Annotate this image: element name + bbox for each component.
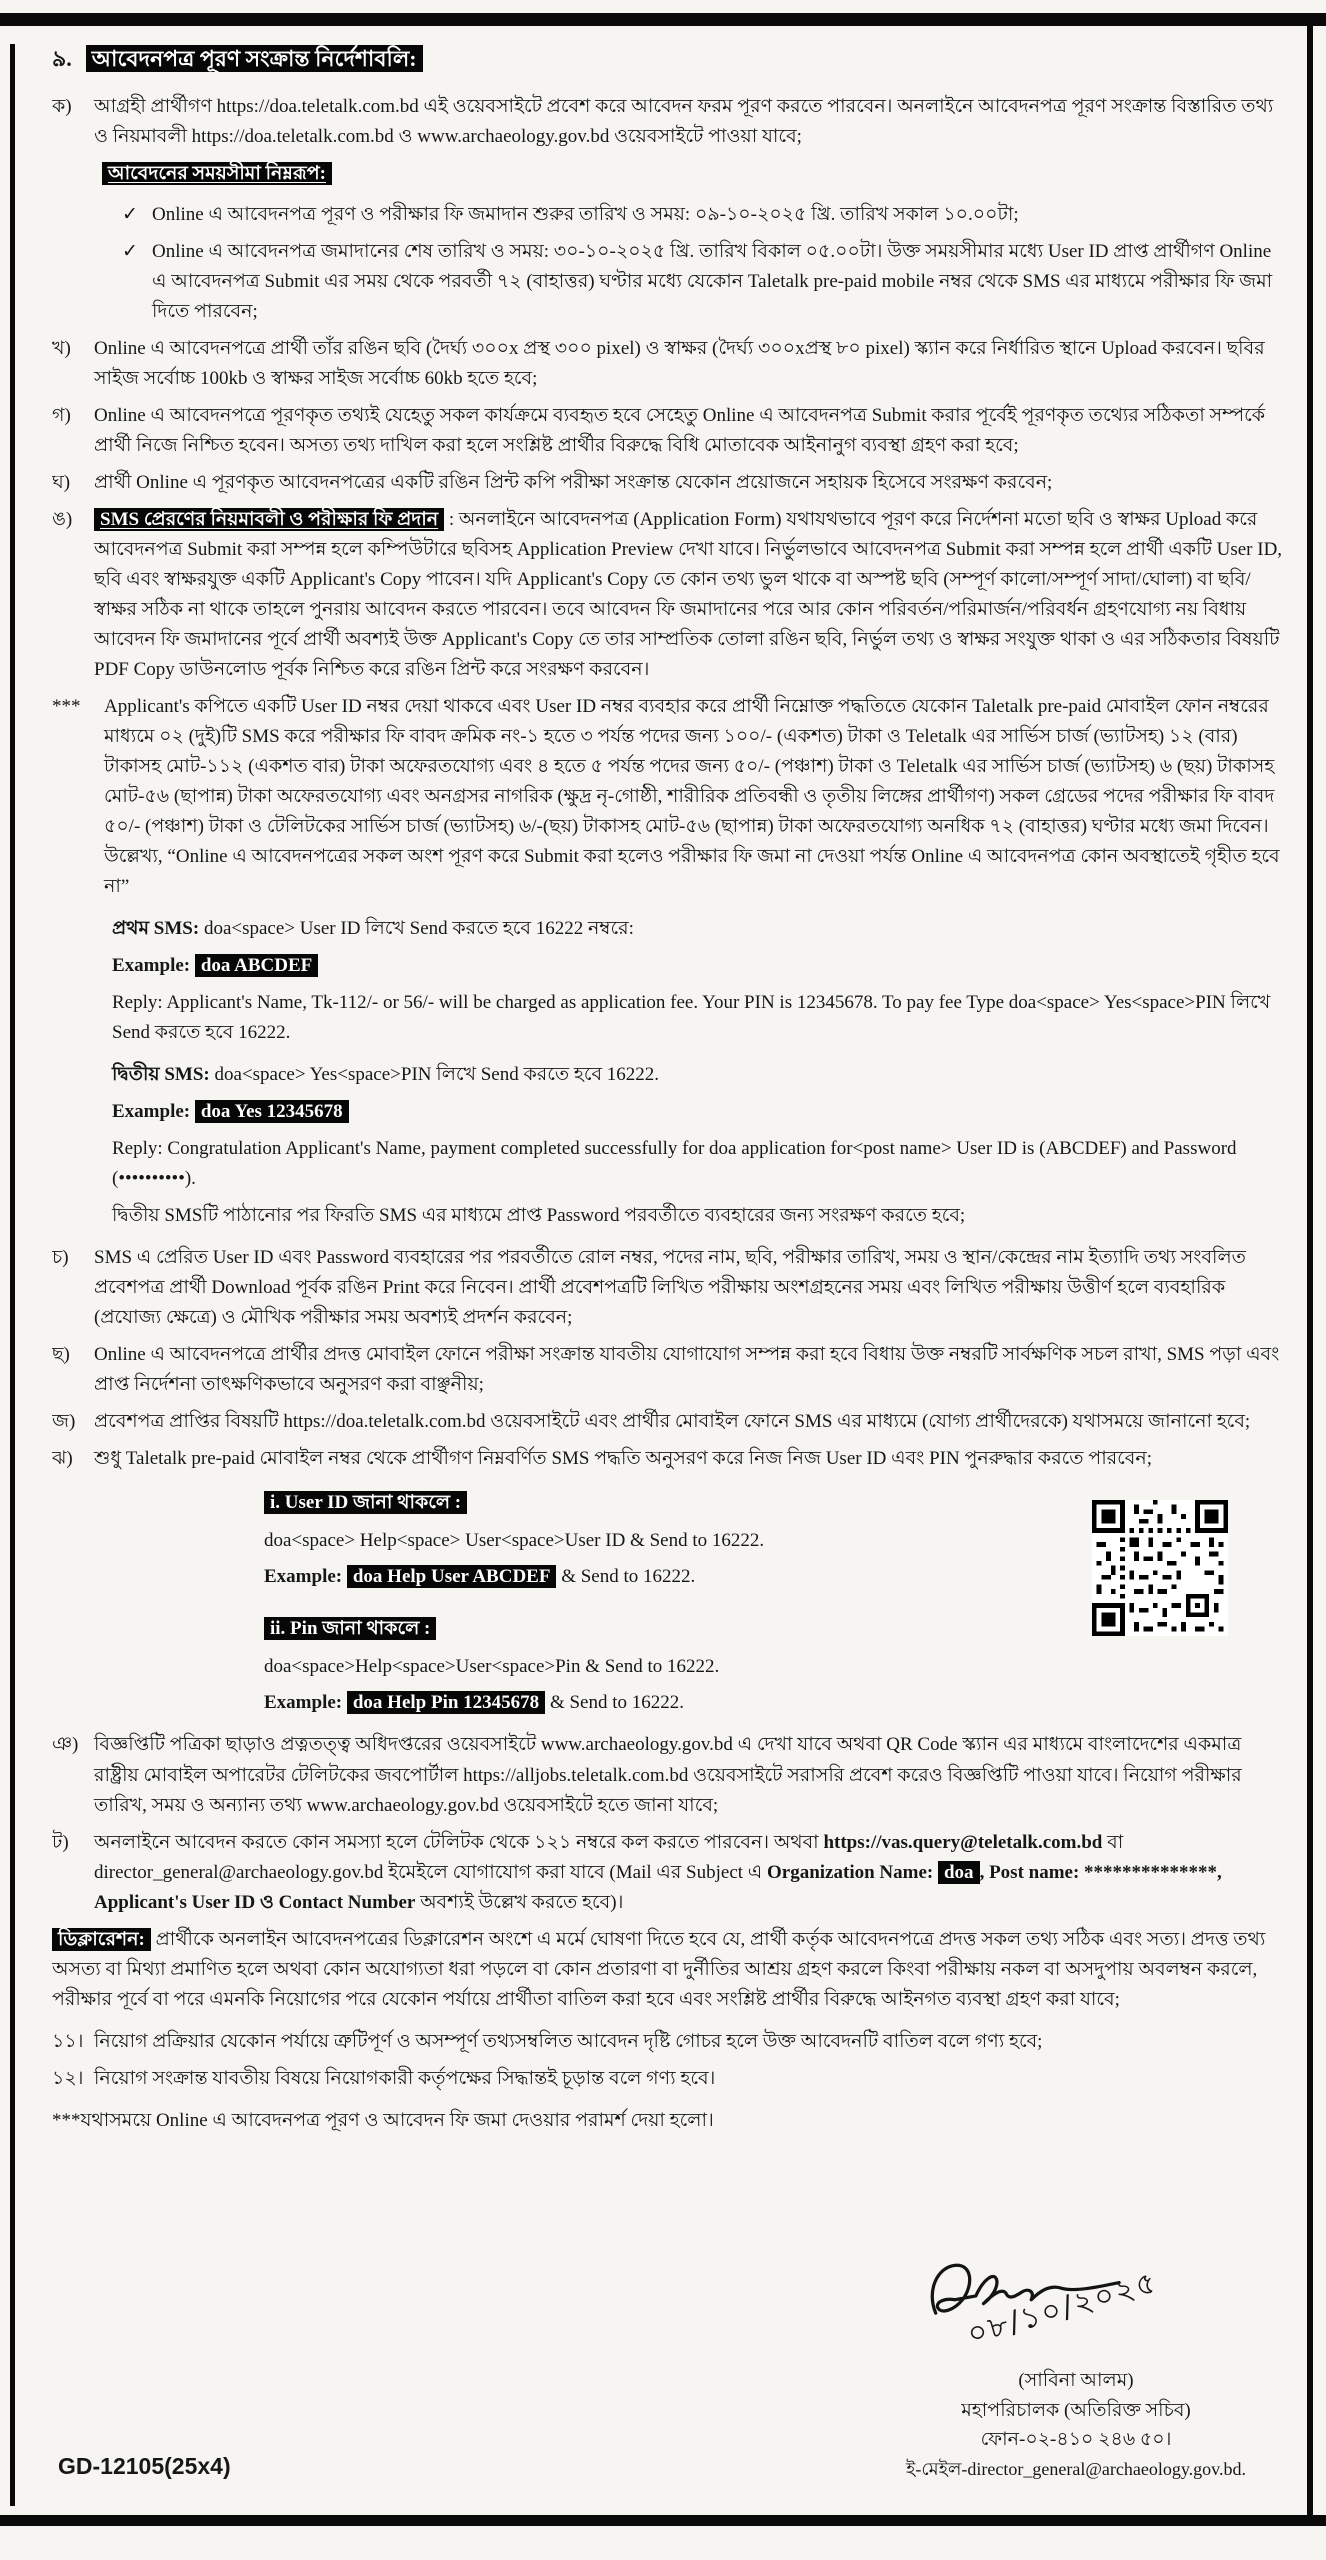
item-text: আগ্রহী প্রার্থীগণ https://doa.teletalk.com.bd এই ওয়েবসাইটে প্রবেশ করে আবেদন ফরম পূরণ করতে পারবেন। অনলাইনে আবেদনপত্র পূরণ সংক্রান্ত বিস্তারিত তথ্য ও নিয়মাবলী https://doa.teletalk.com.bd ও www.archaeology.gov.bd ওয়েবসাইটে পাওয়া যাবে; (94, 95, 1274, 147)
item-text: নিয়োগ সংক্রান্ত যাবতীয় বিষয়ে নিয়োগকারী কর্তৃপক্ষের সিদ্ধান্তই চূড়ান্ত বলে গণ্য হবে। (94, 2067, 716, 2089)
item-label: ঝ) (52, 1448, 73, 1470)
sms1-example (112, 951, 1286, 981)
section-title: আবেদনপত্র পূরণ সংক্রান্ত নির্দেশাবলি: (86, 45, 423, 72)
item-nio (52, 1730, 1286, 1820)
signature-block (858, 2248, 1294, 2484)
sms1-label: প্রথম SMS: (112, 918, 200, 940)
help2-example (264, 1688, 1286, 1718)
bullet-text: Online এ আবেদনপত্র পূরণ ও পরীক্ষার ফি জমাদান শুরুর তারিখ ও সময়: ০৯-১০-২০২৫ খ্রি. তারিখ সকাল ১০.০০টা; (152, 203, 1019, 225)
item-label: ক) (52, 95, 72, 117)
org-name-code: doa (938, 1861, 980, 1884)
fee-note (52, 692, 1286, 902)
timeline-bullet-start (122, 200, 1286, 230)
declaration-text: প্রার্থীকে অনলাইন আবেদনপত্রের ডিক্লারেশন অংশে এ মর্মে ঘোষণা দিতে হবে যে, প্রার্থী কর্তৃক আবেদনপত্রে প্রদত্ত সকল তথ্য সঠিক এবং সত্য। প্রদত্ত তথ্য অসত্য বা মিথ্যা প্রমাণিত হলে অথবা কোন অযোগ্যতা ধরা পড়লে বা কোন প্রতারণা বা দুর্নীতির আশ্রয় গ্রহণ করলে কিংবা পরীক্ষায় নকল বা অসদুপায় অবলম্বন করলে, পরীক্ষার পূর্বে বা পরে এমনকি নিয়োগের পরে যেকোন পর্যায়ে প্রার্থীতা বাতিল করা হবে এবং সংশ্লিষ্ট প্রার্থীর বিরুদ্ধে আইনগত ব্যবস্থা গ্রহণ করা যাবে; (52, 1928, 1266, 2010)
help2-example-code: doa Help Pin 12345678 (347, 1691, 545, 1714)
item-text: : অনলাইনে আবেদনপত্র (Application Form) যথাযথভাবে পূরণ করে নির্দেশনা মতো ছবি ও স্বাক্ষর Upload করে আবেদনপত্র Submit করা সম্পন্ন হলে কম্পিউটারে ছবিসহ Application Preview দেখা যাবে। নির্ভুলভাবে আবেদনপত্র Submit করা সম্পন্ন হলে প্রার্থী একটি User ID, ছবি এবং স্বাক্ষরযুক্ত একটি Applicant's Copy পাবেন। যদি Applicant's Copy তে কোন তথ্য ভুল থাকে বা অস্পষ্ট ছবি (সম্পূর্ণ কালো/সম্পূর্ণ সাদা/ঘোলা) বা ছবি/স্বাক্ষর সঠিক না থাকে তাহলে পুনরায় আবেদন করতে পারবেন। তবে আবেদন ফি জমাদানের পরে আর কোন পরিবর্তন/পরিমার্জন/পরিবর্ধন গ্রহণযোগ্য নয় বিধায় আবেদন ফি জমাদানের পূর্বে প্রার্থী অবশ্যই উক্ত Applicant's Copy তে তার সাম্প্রতিক তোলা রঙিন ছবি, নির্ভুল তথ্য ও স্বাক্ষর সংযুক্ত থাকা ও এর সঠিকতার বিষয়টি PDF Copy ডাউনলোড পূর্বক নিশ্চিত করে রঙিন প্রিন্ট করে সংরক্ষণ করবেন। (94, 508, 1283, 681)
document-content (52, 42, 1286, 2247)
handwritten-date: ০৮/১০/২০২৫ (963, 2264, 1162, 2353)
item-text-1: অনলাইনে আবেদন করতে কোন সমস্যা হলে টেলিটক থেকে ১২১ নম্বরে কল করতে পারবেন। অথবা (94, 1831, 824, 1853)
final-advice-text: ***যথাসময়ে Online এ আবেদনপত্র পূরণ ও আবেদন ফি জমা দেওয়ার পরামর্শ দেয়া হলো। (52, 2109, 714, 2131)
item-label: ছ) (52, 1344, 70, 1366)
example-label: Example: (112, 1101, 191, 1123)
sms2-example (112, 1097, 1286, 1127)
item-jha (52, 1444, 1286, 1474)
support-email: https://vas.query@teletalk.com.bd (823, 1831, 1103, 1853)
item-text-2: বা director_general@archaeology.gov.bd ইমেইলে যোগাযোগ করা যাবে (Mail এর Subject এ (94, 1831, 1124, 1883)
signatory-name: (সাবিনা আলম) (1018, 2370, 1134, 2391)
timeline-bullet-end (122, 237, 1286, 327)
help2-heading-text: ii. Pin জানা থাকলে : (264, 1617, 436, 1640)
item-uno-sms-rules (52, 505, 1286, 685)
item-chha (52, 1340, 1286, 1400)
item-11 (52, 2027, 1286, 2057)
item-label: খ) (52, 337, 71, 359)
item-ga (52, 401, 1286, 461)
help2-syntax-text: doa<space>Help<space>User<space>Pin & Send to 16222. (264, 1656, 720, 1678)
item-ja (52, 1407, 1286, 1437)
checkmark-icon: ✓ (122, 240, 138, 262)
sms2-label: দ্বিতীয় SMS: (112, 1064, 210, 1086)
item-cha (52, 1243, 1286, 1333)
asterisk-marker: *** (52, 696, 81, 718)
sms2-note (112, 1201, 1286, 1231)
item-text: শুধু Taletalk pre-paid মোবাইল নম্বর থেকে প্রার্থীগণ নিম্নবর্ণিত SMS পদ্ধতি অনুসরণ করে নিজ নিজ User ID এবং PIN পুনরুদ্ধার করতে পারবেন; (94, 1448, 1152, 1470)
item-label: গ) (52, 404, 71, 426)
item-gha (52, 468, 1286, 498)
item-text: প্রার্থী Online এ পূরণকৃত আবেদনপত্রের একটি রঙিন প্রিন্ট কপি পরীক্ষা সংক্রান্ত যেকোন প্রয়োজনে সহায়ক হিসেবে সংরক্ষণ করবেন; (94, 471, 1053, 493)
example-label: Example: (112, 955, 191, 977)
sms1-instruction (112, 914, 1286, 944)
example-label: Example: (264, 1692, 343, 1714)
item-label: ঙ) (52, 508, 73, 530)
sms1-reply (112, 988, 1286, 1048)
item-text-3: অবশ্যই উল্লেখ করতে হবে)। (415, 1891, 624, 1913)
item-label: চ) (52, 1247, 69, 1269)
item-ka (52, 92, 1286, 152)
help1-syntax-text: doa<space> Help<space> User<space>User ID & Send to 16222. (264, 1530, 765, 1552)
item-label: ঘ) (52, 471, 71, 493)
declaration (52, 1925, 1286, 2015)
timeline-heading (102, 159, 1286, 189)
frame-right-border (1307, 26, 1313, 2515)
example-label: Example: (264, 1566, 343, 1588)
sms1-text: doa<space> User ID লিখে Send করতে হবে 16222 নম্বরে: (203, 918, 634, 940)
item-text: Online এ আবেদনপত্রে পূরণকৃত তথ্যই যেহেতু সকল কার্যক্রমে ব্যবহৃত হবে সেহেতু Online এ আবেদনপত্র Submit করার পূর্বেই পূরণকৃত তথ্যের সঠিকতা সম্পর্কে প্রার্থী নিজে নিশ্চিত হবেন। অসত্য তথ্য দাখিল করা হলে সংশ্লিষ্ট প্রার্থীর বিরুদ্ধে বিধি মোতাবেক আইনানুগ ব্যবস্থা গ্রহণ করা হবে; (94, 404, 1266, 456)
declaration-label: ডিক্লারেশন: (52, 1928, 151, 1951)
item-12 (52, 2064, 1286, 2094)
item-text: SMS এ প্রেরিত User ID এবং Password ব্যবহারের পর পরবর্তীতে রোল নম্বর, পদের নাম, ছবি, পরীক্ষার তারিখ, সময় ও স্থান/কেন্দ্রের নাম ইত্যাদি তথ্য সংবলিত প্রবেশপত্র প্রার্থী Download পূর্বক রঙিন Print করে নিবেন। প্রার্থী প্রবেশপত্রটি লিখিত পরীক্ষায় অংশগ্রহনের সময় এবং লিখিত পরীক্ষায় উত্তীর্ণ হলে ব্যবহারিক (প্রযোজ্য ক্ষেত্রে) ও মৌখিক পরীক্ষার সময় অবশ্যই প্রদর্শন করবেন; (94, 1247, 1246, 1329)
sms2-example-code: doa Yes 12345678 (195, 1100, 349, 1123)
help1-heading-text: i. User ID জানা থাকলে : (264, 1491, 467, 1514)
signatory-email: ই-মেইল-director_general@archaeology.gov.bd. (905, 2458, 1247, 2479)
item-text: বিজ্ঞপ্তিটি পত্রিকা ছাড়াও প্রত্নতত্ত্ব অধিদপ্তরের ওয়েবসাইটে www.archaeology.gov.bd এ দেখা যাবে অথবা QR Code স্ক্যান এর মাধ্যমে বাংলাদেশের একমাত্র রাষ্ট্রীয় মোবাইল অপারেটর টেলিটকের জবপোর্টাল https://alljobs.teletalk.com.bd ওয়েবসাইটে সরাসরি প্রবেশ করেও বিজ্ঞপ্তিটি পাওয়া যাবে। নিয়োগ পরীক্ষার তারিখ, সময় ও অন্যান্য তথ্য www.archaeology.gov.bd ওয়েবসাইটে হতে জানা যাবে; (94, 1734, 1242, 1816)
item-label: জ) (52, 1411, 76, 1433)
gd-reference-number: GD-12105(25x4) (58, 2453, 231, 2479)
checkmark-icon: ✓ (122, 203, 138, 225)
item-ta (52, 1828, 1286, 1918)
item-label: ১২। (52, 2067, 84, 2089)
help-section (264, 1488, 1286, 1718)
bullet-text: Online এ আবেদনপত্র জমাদানের শেষ তারিখ ও সময়: ৩০-১০-২০২৫ খ্রি. তারিখ বিকাল ০৫.০০টা। উক্ত সময়সীমার মধ্যে User ID প্রাপ্ত প্রার্থীগণ Online এ আবেদনপত্র Submit এর সময় থেকে পরবর্তী ৭২ (বাহাত্তর) ঘণ্টার মধ্যে যেকোন Taletalk pre-paid mobile নম্বর থেকে SMS এর মাধ্যমে পরীক্ষার ফি জমা দিতে পারবেন; (152, 240, 1273, 322)
sms2-instruction (112, 1060, 1286, 1090)
help2-syntax (264, 1652, 1286, 1682)
sms2-text: doa<space> Yes<space>PIN লিখে Send করতে হবে 16222. (214, 1064, 660, 1086)
section-heading (52, 42, 1286, 77)
item-text: নিয়োগ প্রক্রিয়ার যেকোন পর্যায়ে ত্রুটিপূর্ণ ও অসম্পূর্ণ তথ্যসম্বলিত আবেদন দৃষ্টি গোচর হলে উক্ত আবেদনটি বাতিল বলে গণ্য হবে; (94, 2030, 1043, 2052)
final-advice (52, 2106, 1286, 2136)
org-name-label: Organization Name: (767, 1861, 938, 1883)
item-text: প্রবেশপত্র প্রাপ্তির বিষয়টি https://doa.teletalk.com.bd ওয়েবসাইটে এবং প্রার্থীর মোবাইল ফোনে SMS এর মাধ্যমে (যোগ্য প্রার্থীদেরকে) যথাসময়ে জানানো হবে; (94, 1411, 1251, 1433)
sms1-example-code: doa ABCDEF (195, 954, 318, 977)
post-name-label: , Post name: **************, Applicant's User ID ও Contact Number (94, 1861, 1222, 1913)
item-label: ১১। (52, 2030, 84, 2052)
help2-example-tail: & Send to 16222. (545, 1692, 684, 1714)
sms2-note-text: দ্বিতীয় SMSটি পাঠানোর পর ফিরতি SMS এর মাধ্যমে প্রাপ্ত Password পরবর্তীতে ব্যবহারের জন্য সংরক্ষণ করতে হবে; (112, 1205, 966, 1227)
frame-bottom-bar (0, 2515, 1326, 2526)
item-text: Online এ আবেদনপত্রে প্রার্থীর প্রদত্ত মোবাইল ফোনে পরীক্ষা সংক্রান্ত যাবতীয় যোগাযোগ সম্পন্ন করা হবে বিধায় উক্ত নম্বরটি সার্বক্ষণিক সচল রাখা, SMS পড়া এবং প্রাপ্ত নির্দেশনা তাৎক্ষণিকভাবে অনুসরণ করা বাঞ্ছনীয়; (94, 1344, 1280, 1396)
help1-example-code: doa Help User ABCDEF (347, 1565, 557, 1588)
sms1-reply-text: Reply: Applicant's Name, Tk-112/- or 56/- will be charged as application fee. Your PIN is 12345678. To pay fee Type doa<space> Yes<space>PIN লিখে Send করতে হবে 16222. (112, 992, 1271, 1044)
item-label: ঞ) (52, 1734, 79, 1756)
sms-rules-heading: SMS প্রেরণের নিয়মাবলী ও পরীক্ষার ফি প্রদান (94, 508, 444, 531)
help1-example-tail: & Send to 16222. (556, 1566, 696, 1588)
section-number: ৯. (52, 46, 72, 71)
fee-note-text: Applicant's কপিতে একটি User ID নম্বর দেয়া থাকবে এবং User ID নম্বর ব্যবহার করে প্রার্থী নিম্নোক্ত পদ্ধতিতে যেকোন Taletalk pre-paid মোবাইল ফোন নম্বরের মাধ্যমে ০২ (দুই)টি SMS করে পরীক্ষার ফি বাবদ ক্রমিক নং-১ হতে ৩ পর্যন্ত পদের জন্য ১০০/- (একশত) টাকা ও Teletalk এর সার্ভিস চার্জ (ভ্যাটসহ) ১২ (বার) টাকাসহ মোট-১১২ (একশত বার) টাকা অফেরতযোগ্য এবং ৪ হতে ৫ পর্যন্ত পদের জন্য ৫০/- (পঞ্চাশ) টাকা ও Teletalk এর সার্ভিস চার্জ (ভ্যাটসহ) ৬ (ছয়) টাকাসহ মোট-৫৬ (ছাপান্ন) টাকা অফেরতযোগ্য এবং অনগ্রসর নাগরিক (ক্ষুদ্র নৃ-গোষ্ঠী, শারীরিক প্রতিবন্ধী ও তৃতীয় লিঙ্গের প্রার্থীগণ) সকল গ্রেডের পদের পরীক্ষার ফি বাবদ ৫০/- (পঞ্চাশ) টাকা ও টেলিটকের সার্ভিস চার্জ (ভ্যাটসহ) ৬/-(ছয়) টাকাসহ মোট-৫৬ (ছাপান্ন) টাকা অফেরতযোগ্য অনধিক ৭২ (বাহাত্তর) ঘণ্টার মধ্যে জমা দিবেন। উল্লেখ্য, “Online এ আবেদনপত্রের সকল অংশ পূরণ করে Submit করা হলেও পরীক্ষার ফি জমা না দেওয়া পর্যন্ত Online এ আবেদনপত্র কোন অবস্থাতেই গৃহীত হবে না” (104, 696, 1280, 898)
sms2-reply (112, 1134, 1286, 1194)
qr-code (1092, 1500, 1228, 1636)
timeline-heading-text: আবেদনের সময়সীমা নিম্নরূপ: (102, 162, 332, 185)
signatory-designation: মহাপরিচালক (অতিরিক্ত সচিব) (961, 2399, 1191, 2421)
frame-top-bar (0, 13, 1326, 26)
item-text: Online এ আবেদনপত্রে প্রার্থী তাঁর রঙিন ছবি (দৈর্ঘ্য ৩০০x প্রস্থ ৩০০ pixel) ও স্বাক্ষর (দৈর্ঘ্য ৩০০xপ্রস্থ ৮০ pixel) স্ক্যান করে নির্ধারিত স্থানে Upload করবেন। ছবির সাইজ সর্বোচ্চ 100kb ও স্বাক্ষর সাইজ সর্বোচ্চ 60kb হতে হবে; (94, 337, 1265, 389)
sms2-reply-text: Reply: Congratulation Applicant's Name, payment completed successfully for doa application for<post name> User ID is (ABCDEF) and Password (••••••••••). (112, 1138, 1237, 1190)
item-label: ট) (52, 1831, 69, 1853)
item-kha (52, 334, 1286, 394)
signatory-phone: ফোন-০২-৪১০ ২৪৬ ৫০। (980, 2429, 1172, 2450)
frame-left-border (10, 44, 15, 2506)
